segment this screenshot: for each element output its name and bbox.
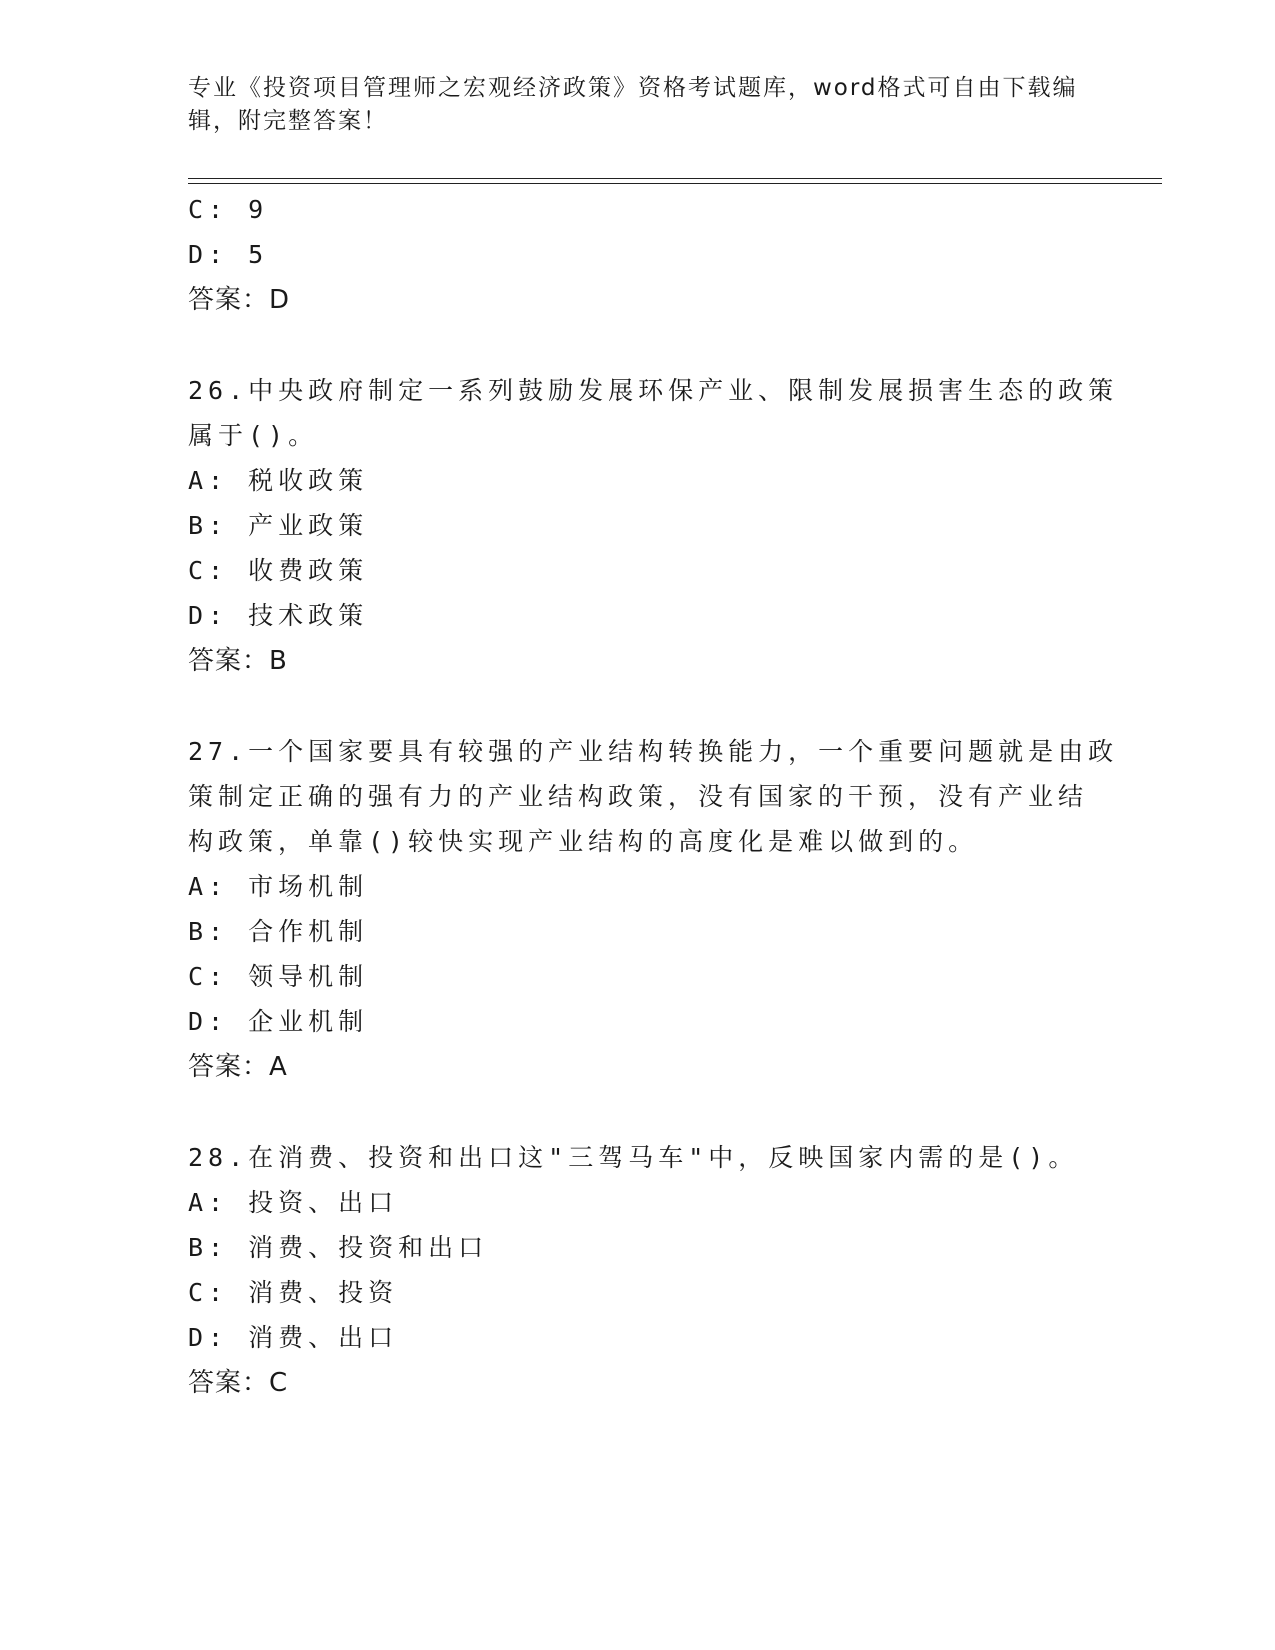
q26-option-d: D: 技术政策 [188, 601, 369, 630]
q28-option-d: D: 消费、出口 [188, 1323, 399, 1352]
q27-stem-line-1: 27.一个国家要具有较强的产业结构转换能力，一个重要问题就是由政 [188, 737, 1119, 766]
q26-stem-line-1: 26.中央政府制定一系列鼓励发展环保产业、限制发展损害生态的政策 [188, 376, 1119, 405]
header-line-1: 专业《投资项目管理师之宏观经济政策》资格考试题库，word格式可自由下载编 [188, 75, 1078, 101]
q27-stem-line-2: 策制定正确的强有力的产业结构政策，没有国家的干预，没有产业结 [188, 782, 1089, 811]
q26-option-a: A: 税收政策 [188, 466, 369, 495]
q27-option-b: B: 合作机制 [188, 917, 369, 946]
q28-stem-line-1: 28.在消费、投资和出口这"三驾马车"中，反映国家内需的是()。 [188, 1143, 1079, 1172]
header-divider-top [188, 178, 1162, 179]
q27-option-c: C: 领导机制 [188, 962, 369, 991]
q27-stem-line-3: 构政策，单靠()较快实现产业结构的高度化是难以做到的。 [188, 827, 979, 856]
prev-option-c: C: 9 [188, 195, 269, 224]
q27-option-d: D: 企业机制 [188, 1007, 369, 1036]
q28-answer: 答案：C [188, 1368, 289, 1398]
prev-option-d: D: 5 [188, 240, 269, 269]
q28-option-c: C: 消费、投资 [188, 1278, 399, 1307]
q27-answer: 答案：A [188, 1052, 288, 1082]
header-divider-bottom [188, 183, 1162, 184]
prev-answer: 答案：D [188, 285, 291, 315]
q26-option-b: B: 产业政策 [188, 511, 369, 540]
q26-answer: 答案：B [188, 646, 288, 676]
page-header [188, 72, 1088, 138]
q26-stem-line-2: 属于()。 [188, 421, 319, 450]
q28-option-a: A: 投资、出口 [188, 1188, 399, 1217]
q26-option-c: C: 收费政策 [188, 556, 369, 585]
q28-option-b: B: 消费、投资和出口 [188, 1233, 489, 1262]
header-line-2: 辑，附完整答案！ [188, 108, 388, 134]
q27-option-a: A: 市场机制 [188, 872, 369, 901]
